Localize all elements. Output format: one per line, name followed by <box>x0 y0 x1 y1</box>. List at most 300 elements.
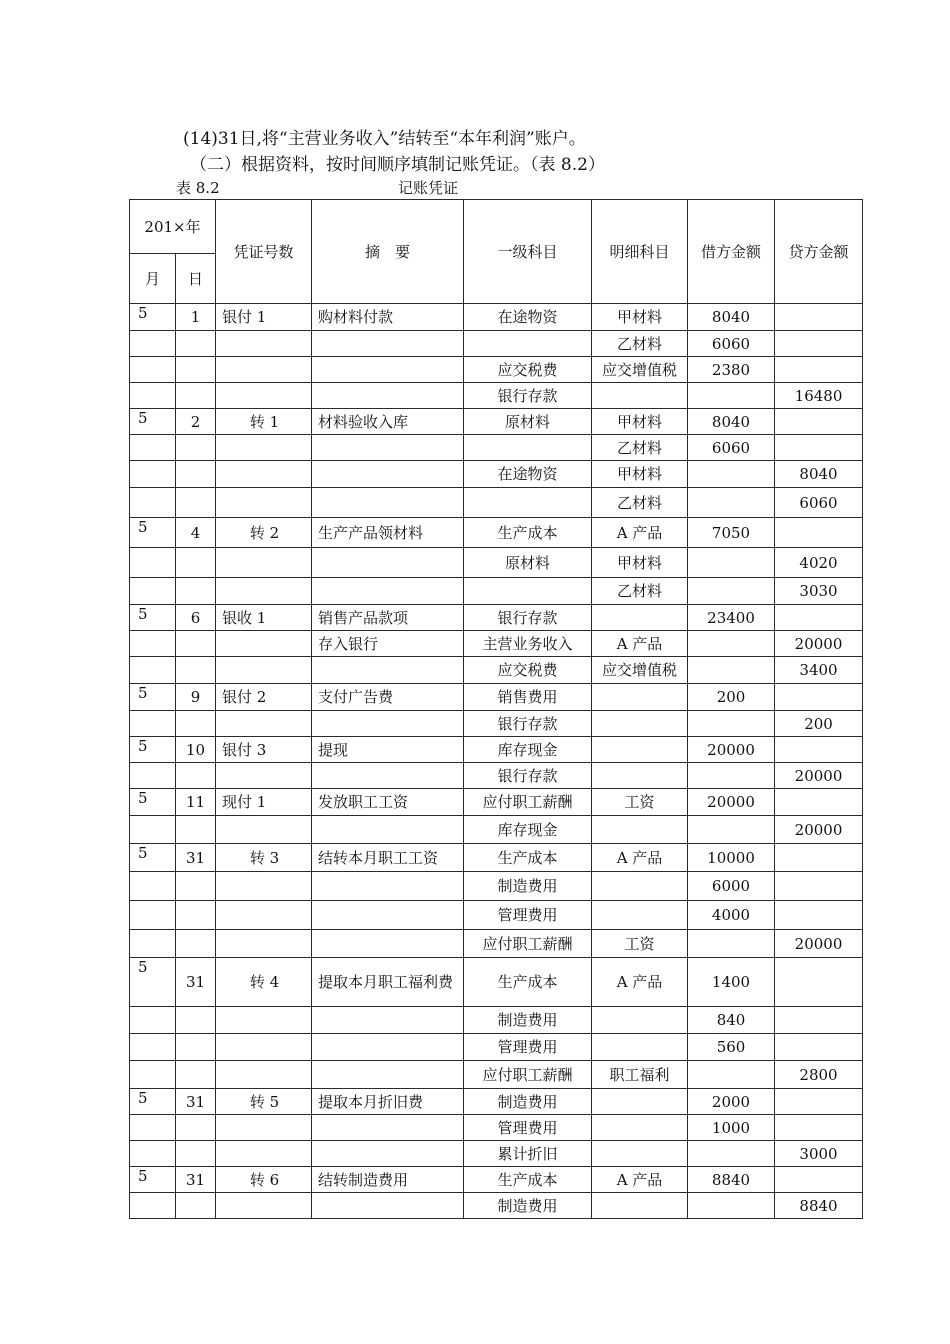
month-cell: 5 <box>130 844 176 872</box>
entry-row <box>130 958 863 1007</box>
debit-cell <box>688 631 775 657</box>
month-cell <box>130 816 176 844</box>
day-cell: 31 <box>176 844 216 872</box>
entry-continuation-row <box>130 357 863 383</box>
month-cell: 5 <box>130 518 176 548</box>
account-cell: 管理费用 <box>464 901 592 930</box>
sub-account-cell: A 产品 <box>592 631 688 657</box>
voucher-no-cell <box>216 1034 312 1061</box>
voucher-no-cell <box>216 383 312 409</box>
month-cell: 5 <box>130 605 176 631</box>
account-cell: 银行存款 <box>464 605 592 631</box>
day-cell: 1 <box>176 304 216 331</box>
credit-cell <box>775 1007 863 1034</box>
day-cell: 31 <box>176 958 216 1007</box>
voucher-no-cell <box>216 578 312 605</box>
debit-cell: 2000 <box>688 1089 775 1115</box>
account-cell: 原材料 <box>464 409 592 435</box>
credit-cell <box>775 844 863 872</box>
month-cell <box>130 461 176 488</box>
voucher-no-cell <box>216 657 312 684</box>
header-year: 201×年 <box>130 200 216 254</box>
day-cell <box>176 631 216 657</box>
summary-cell <box>312 578 464 605</box>
debit-cell <box>688 548 775 578</box>
summary-cell: 提取本月折旧费 <box>312 1089 464 1115</box>
entry-continuation-row <box>130 930 863 958</box>
summary-cell <box>312 872 464 901</box>
month-cell <box>130 357 176 383</box>
entry-continuation-row <box>130 1141 863 1167</box>
voucher-no-cell: 转 6 <box>216 1167 312 1193</box>
day-cell <box>176 1007 216 1034</box>
voucher-no-cell <box>216 331 312 357</box>
credit-cell <box>775 1034 863 1061</box>
account-cell: 管理费用 <box>464 1034 592 1061</box>
entry-continuation-row <box>130 461 863 488</box>
sub-account-cell <box>592 1089 688 1115</box>
entry-row <box>130 844 863 872</box>
debit-cell: 6000 <box>688 872 775 901</box>
month-cell <box>130 657 176 684</box>
summary-cell <box>312 1141 464 1167</box>
sub-account-cell: 乙材料 <box>592 488 688 518</box>
account-cell <box>464 331 592 357</box>
credit-cell <box>775 1089 863 1115</box>
sub-account-cell: 职工福利 <box>592 1061 688 1089</box>
sub-account-cell <box>592 383 688 409</box>
summary-cell <box>312 331 464 357</box>
summary-cell <box>312 1115 464 1141</box>
header-month: 月 <box>130 254 176 304</box>
account-cell: 累计折旧 <box>464 1141 592 1167</box>
debit-cell: 23400 <box>688 605 775 631</box>
voucher-no-cell <box>216 357 312 383</box>
voucher-no-cell <box>216 901 312 930</box>
day-cell <box>176 383 216 409</box>
credit-cell: 3400 <box>775 657 863 684</box>
debit-cell <box>688 1193 775 1219</box>
day-cell: 4 <box>176 518 216 548</box>
entry-row <box>130 304 863 331</box>
summary-cell <box>312 1034 464 1061</box>
day-cell <box>176 488 216 518</box>
credit-cell: 8840 <box>775 1193 863 1219</box>
summary-cell: 生产产品领材料 <box>312 518 464 548</box>
credit-cell <box>775 518 863 548</box>
sub-account-cell <box>592 763 688 789</box>
month-cell <box>130 1193 176 1219</box>
day-cell <box>176 763 216 789</box>
debit-cell <box>688 763 775 789</box>
summary-cell <box>312 816 464 844</box>
month-cell <box>130 763 176 789</box>
account-cell: 在途物资 <box>464 461 592 488</box>
voucher-no-cell <box>216 461 312 488</box>
credit-cell <box>775 1115 863 1141</box>
credit-cell: 3030 <box>775 578 863 605</box>
sub-account-cell: 乙材料 <box>592 578 688 605</box>
summary-cell: 提取本月职工福利费 <box>312 958 464 1007</box>
account-cell: 库存现金 <box>464 737 592 763</box>
voucher-no-cell <box>216 1115 312 1141</box>
account-cell: 库存现金 <box>464 816 592 844</box>
sub-account-cell <box>592 872 688 901</box>
month-cell: 5 <box>130 1167 176 1193</box>
month-cell <box>130 435 176 461</box>
day-cell <box>176 435 216 461</box>
account-cell: 应交税费 <box>464 357 592 383</box>
voucher-no-cell <box>216 930 312 958</box>
sub-account-cell: 应交增值税 <box>592 357 688 383</box>
sub-account-cell <box>592 1115 688 1141</box>
debit-cell <box>688 816 775 844</box>
debit-cell: 20000 <box>688 737 775 763</box>
month-cell <box>130 1115 176 1141</box>
sub-account-cell: A 产品 <box>592 958 688 1007</box>
debit-cell <box>688 1141 775 1167</box>
summary-cell: 结转本月职工工资 <box>312 844 464 872</box>
account-cell: 制造费用 <box>464 1007 592 1034</box>
sub-account-cell: A 产品 <box>592 1167 688 1193</box>
debit-cell <box>688 383 775 409</box>
account-cell: 应付职工薪酬 <box>464 789 592 816</box>
summary-cell <box>312 435 464 461</box>
month-cell <box>130 872 176 901</box>
voucher-no-cell: 转 2 <box>216 518 312 548</box>
credit-cell <box>775 357 863 383</box>
debit-cell: 10000 <box>688 844 775 872</box>
intro-line: (14)31日,将“主营业务收入”结转至“本年利润”账户。 <box>183 129 586 149</box>
day-cell <box>176 1193 216 1219</box>
voucher-no-cell <box>216 872 312 901</box>
entry-continuation-row <box>130 435 863 461</box>
credit-cell <box>775 958 863 1007</box>
month-cell: 5 <box>130 789 176 816</box>
month-cell <box>130 1034 176 1061</box>
summary-cell <box>312 901 464 930</box>
summary-cell: 发放职工工资 <box>312 789 464 816</box>
month-cell: 5 <box>130 958 176 1007</box>
summary-cell <box>312 383 464 409</box>
credit-cell <box>775 737 863 763</box>
credit-cell <box>775 789 863 816</box>
entry-continuation-row <box>130 1007 863 1034</box>
entry-continuation-row <box>130 578 863 605</box>
debit-cell: 6060 <box>688 435 775 461</box>
debit-cell <box>688 488 775 518</box>
sub-account-cell: 应交增值税 <box>592 657 688 684</box>
debit-cell: 7050 <box>688 518 775 548</box>
sub-account-cell <box>592 737 688 763</box>
debit-cell <box>688 711 775 737</box>
account-cell: 原材料 <box>464 548 592 578</box>
credit-cell: 4020 <box>775 548 863 578</box>
voucher-no-cell <box>216 1061 312 1089</box>
day-cell <box>176 816 216 844</box>
day-cell: 31 <box>176 1167 216 1193</box>
debit-cell: 1000 <box>688 1115 775 1141</box>
day-cell: 2 <box>176 409 216 435</box>
month-cell <box>130 1007 176 1034</box>
credit-cell <box>775 435 863 461</box>
voucher-no-cell <box>216 488 312 518</box>
sub-account-cell <box>592 1034 688 1061</box>
month-cell <box>130 901 176 930</box>
summary-cell <box>312 930 464 958</box>
month-cell <box>130 930 176 958</box>
entry-continuation-row <box>130 1115 863 1141</box>
sub-account-cell: 乙材料 <box>592 435 688 461</box>
debit-cell: 8840 <box>688 1167 775 1193</box>
debit-cell <box>688 1061 775 1089</box>
day-cell <box>176 901 216 930</box>
entry-continuation-row <box>130 763 863 789</box>
day-cell <box>176 711 216 737</box>
credit-cell: 20000 <box>775 763 863 789</box>
sub-account-cell <box>592 684 688 711</box>
summary-cell <box>312 763 464 789</box>
day-cell <box>176 548 216 578</box>
account-cell <box>464 435 592 461</box>
month-cell <box>130 488 176 518</box>
account-cell: 生产成本 <box>464 1167 592 1193</box>
entry-continuation-row <box>130 872 863 901</box>
sub-account-cell: 甲材料 <box>592 548 688 578</box>
day-cell: 10 <box>176 737 216 763</box>
day-cell <box>176 930 216 958</box>
debit-cell: 20000 <box>688 789 775 816</box>
voucher-no-cell: 银付 2 <box>216 684 312 711</box>
credit-cell: 20000 <box>775 816 863 844</box>
entry-continuation-row <box>130 1193 863 1219</box>
account-cell: 管理费用 <box>464 1115 592 1141</box>
header-debit: 借方金额 <box>688 200 775 304</box>
summary-cell <box>312 1061 464 1089</box>
account-cell: 应付职工薪酬 <box>464 1061 592 1089</box>
sub-account-cell <box>592 816 688 844</box>
debit-cell: 2380 <box>688 357 775 383</box>
month-cell: 5 <box>130 304 176 331</box>
account-cell: 制造费用 <box>464 1193 592 1219</box>
debit-cell: 840 <box>688 1007 775 1034</box>
entry-continuation-row <box>130 711 863 737</box>
entry-row <box>130 1089 863 1115</box>
summary-cell: 材料验收入库 <box>312 409 464 435</box>
credit-cell: 20000 <box>775 631 863 657</box>
entry-row <box>130 789 863 816</box>
sub-account-cell <box>592 1193 688 1219</box>
account-cell: 生产成本 <box>464 958 592 1007</box>
entry-row <box>130 409 863 435</box>
debit-cell <box>688 930 775 958</box>
entry-row <box>130 605 863 631</box>
header-row <box>130 200 863 254</box>
month-cell <box>130 331 176 357</box>
entry-continuation-row <box>130 383 863 409</box>
summary-cell: 支付广告费 <box>312 684 464 711</box>
account-cell: 生产成本 <box>464 518 592 548</box>
sub-account-cell: 工资 <box>592 789 688 816</box>
header-day: 日 <box>176 254 216 304</box>
month-cell <box>130 548 176 578</box>
entry-continuation-row <box>130 488 863 518</box>
month-cell: 5 <box>130 409 176 435</box>
sub-account-cell: 甲材料 <box>592 461 688 488</box>
account-cell: 银行存款 <box>464 383 592 409</box>
debit-cell: 4000 <box>688 901 775 930</box>
voucher-no-cell <box>216 435 312 461</box>
month-cell <box>130 631 176 657</box>
credit-cell: 8040 <box>775 461 863 488</box>
debit-cell: 8040 <box>688 409 775 435</box>
account-cell <box>464 488 592 518</box>
entry-continuation-row <box>130 816 863 844</box>
entry-row <box>130 737 863 763</box>
voucher-no-cell: 转 5 <box>216 1089 312 1115</box>
month-cell: 5 <box>130 684 176 711</box>
summary-cell <box>312 357 464 383</box>
account-cell: 应交税费 <box>464 657 592 684</box>
voucher-no-cell <box>216 1141 312 1167</box>
sub-account-cell: 乙材料 <box>592 331 688 357</box>
credit-cell <box>775 605 863 631</box>
table-label: 表 8.2 <box>176 179 220 197</box>
voucher-no-cell: 银付 3 <box>216 737 312 763</box>
voucher-no-cell <box>216 711 312 737</box>
credit-cell: 6060 <box>775 488 863 518</box>
day-cell <box>176 872 216 901</box>
entry-continuation-row <box>130 331 863 357</box>
summary-cell: 存入银行 <box>312 631 464 657</box>
credit-cell <box>775 901 863 930</box>
summary-cell: 销售产品款项 <box>312 605 464 631</box>
day-cell <box>176 1061 216 1089</box>
sub-account-cell <box>592 901 688 930</box>
account-cell: 制造费用 <box>464 1089 592 1115</box>
day-cell <box>176 578 216 605</box>
summary-cell <box>312 488 464 518</box>
voucher-no-cell: 转 1 <box>216 409 312 435</box>
entry-continuation-row <box>130 657 863 684</box>
voucher-no-cell: 转 4 <box>216 958 312 1007</box>
account-cell: 主营业务收入 <box>464 631 592 657</box>
day-cell: 6 <box>176 605 216 631</box>
summary-cell <box>312 1007 464 1034</box>
sub-account-cell <box>592 1007 688 1034</box>
day-cell <box>176 1141 216 1167</box>
month-cell: 5 <box>130 1089 176 1115</box>
entry-continuation-row <box>130 1034 863 1061</box>
entry-row <box>130 1167 863 1193</box>
credit-cell <box>775 872 863 901</box>
account-cell: 银行存款 <box>464 711 592 737</box>
entry-continuation-row <box>130 901 863 930</box>
summary-cell <box>312 711 464 737</box>
account-cell: 销售费用 <box>464 684 592 711</box>
sub-account-cell: A 产品 <box>592 844 688 872</box>
debit-cell: 1400 <box>688 958 775 1007</box>
credit-cell: 20000 <box>775 930 863 958</box>
sub-account-cell: 甲材料 <box>592 409 688 435</box>
day-cell: 9 <box>176 684 216 711</box>
debit-cell <box>688 657 775 684</box>
header-voucher-no: 凭证号数 <box>216 200 312 304</box>
header-sub-account: 明细科目 <box>592 200 688 304</box>
header-summary: 摘 要 <box>312 200 464 304</box>
sub-account-cell <box>592 1141 688 1167</box>
account-cell: 在途物资 <box>464 304 592 331</box>
voucher-no-cell: 银付 1 <box>216 304 312 331</box>
debit-cell: 6060 <box>688 331 775 357</box>
credit-cell: 16480 <box>775 383 863 409</box>
debit-cell: 560 <box>688 1034 775 1061</box>
entry-continuation-row <box>130 548 863 578</box>
credit-cell: 2800 <box>775 1061 863 1089</box>
summary-cell <box>312 548 464 578</box>
summary-cell: 结转制造费用 <box>312 1167 464 1193</box>
entry-row <box>130 684 863 711</box>
credit-cell: 200 <box>775 711 863 737</box>
entry-continuation-row <box>130 631 863 657</box>
credit-cell: 3000 <box>775 1141 863 1167</box>
account-cell: 制造费用 <box>464 872 592 901</box>
account-cell: 银行存款 <box>464 763 592 789</box>
credit-cell <box>775 304 863 331</box>
credit-cell <box>775 1167 863 1193</box>
voucher-no-cell: 转 3 <box>216 844 312 872</box>
month-cell <box>130 1141 176 1167</box>
voucher-no-cell <box>216 631 312 657</box>
credit-cell <box>775 331 863 357</box>
day-cell <box>176 1115 216 1141</box>
credit-cell <box>775 409 863 435</box>
month-cell: 5 <box>130 737 176 763</box>
sub-account-cell: A 产品 <box>592 518 688 548</box>
voucher-no-cell <box>216 548 312 578</box>
month-cell <box>130 383 176 409</box>
sub-account-cell: 工资 <box>592 930 688 958</box>
table-title: 记账凭证 <box>398 179 459 197</box>
debit-cell <box>688 461 775 488</box>
summary-cell <box>312 461 464 488</box>
debit-cell: 8040 <box>688 304 775 331</box>
entry-row <box>130 518 863 548</box>
account-cell <box>464 578 592 605</box>
summary-cell: 提现 <box>312 737 464 763</box>
debit-cell: 200 <box>688 684 775 711</box>
header-account: 一级科目 <box>464 200 592 304</box>
month-cell <box>130 1061 176 1089</box>
voucher-no-cell: 银收 1 <box>216 605 312 631</box>
month-cell <box>130 578 176 605</box>
day-cell <box>176 331 216 357</box>
day-cell <box>176 357 216 383</box>
voucher-no-cell <box>216 816 312 844</box>
entry-continuation-row <box>130 1061 863 1089</box>
credit-cell <box>775 684 863 711</box>
debit-cell <box>688 578 775 605</box>
sub-account-cell <box>592 605 688 631</box>
sub-account-cell: 甲材料 <box>592 304 688 331</box>
day-cell: 31 <box>176 1089 216 1115</box>
summary-cell: 购材料付款 <box>312 304 464 331</box>
summary-cell <box>312 657 464 684</box>
month-cell <box>130 711 176 737</box>
header-credit: 贷方金额 <box>775 200 863 304</box>
sub-account-cell <box>592 711 688 737</box>
day-cell <box>176 657 216 684</box>
